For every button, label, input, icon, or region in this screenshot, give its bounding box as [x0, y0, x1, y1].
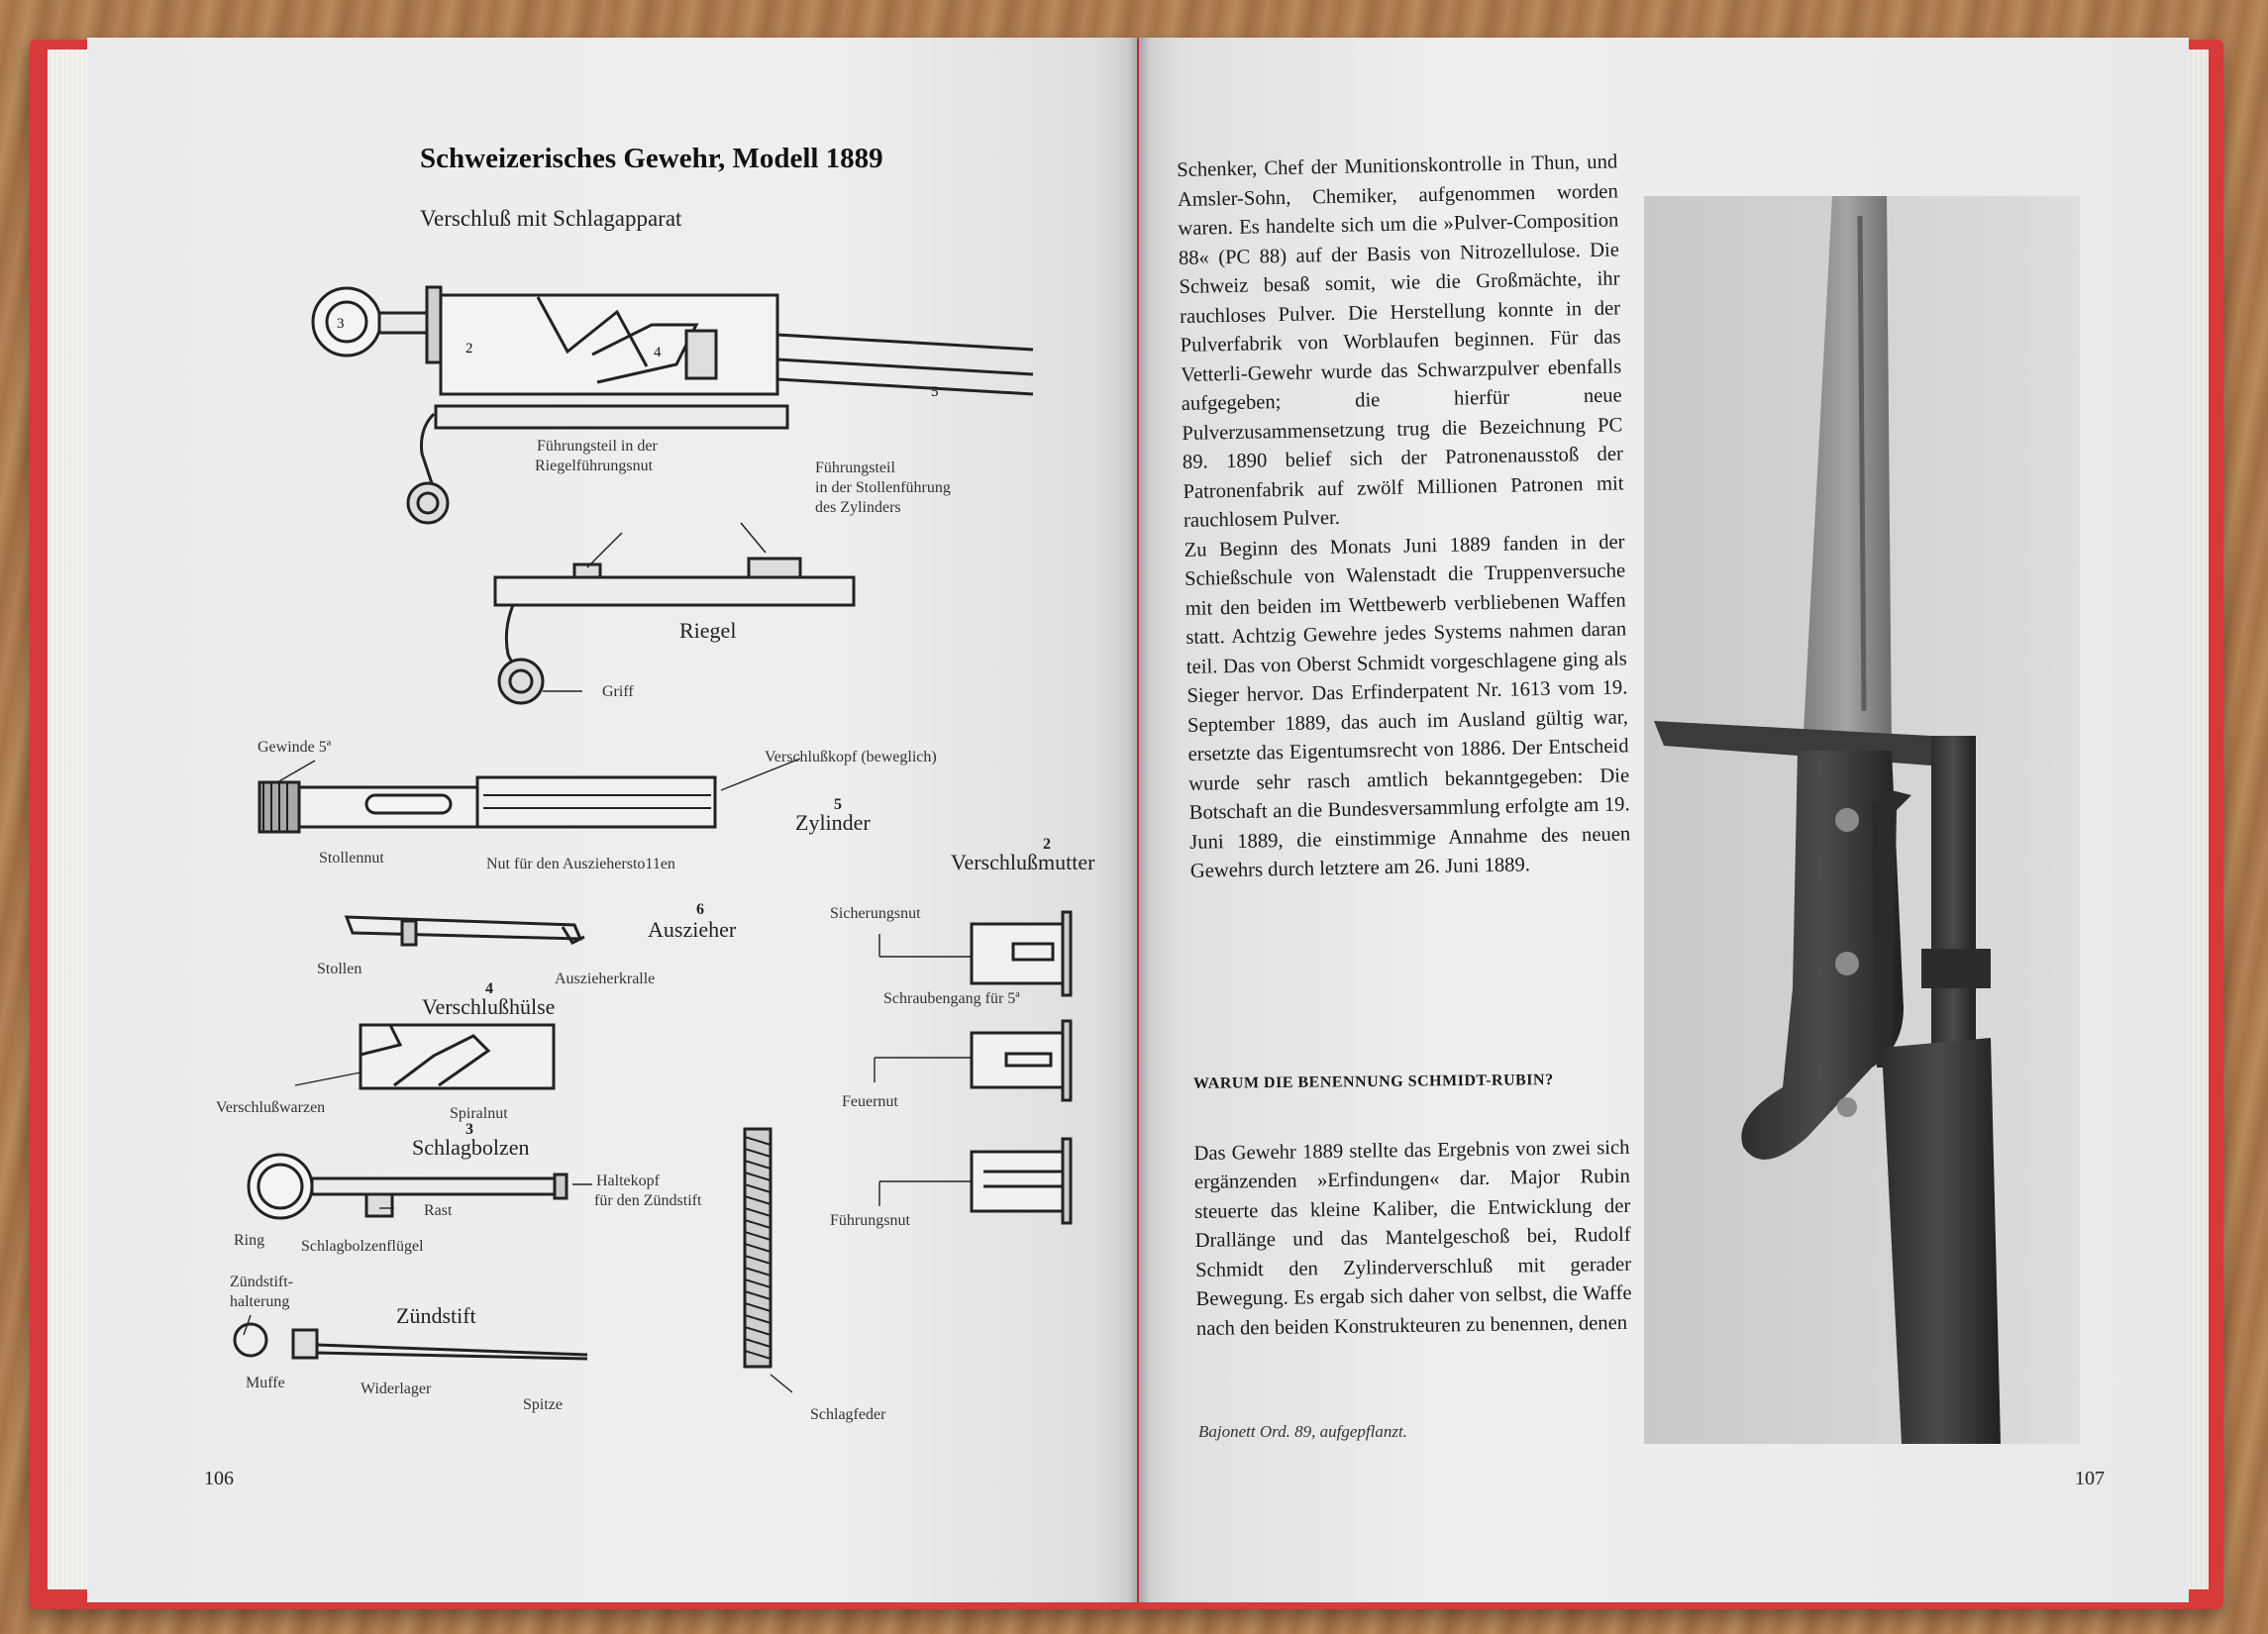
verschlusshuelse-drawing [361, 1025, 554, 1088]
assembly-part-number: 4 [654, 345, 662, 360]
page-number-left: 106 [204, 1468, 234, 1489]
label-verschlusshuelse-number: 4 [485, 980, 493, 997]
label-fuehrungsteil-stollen-2: in der Stollenführung [815, 479, 951, 496]
label-schlagbolzen-number: 3 [465, 1121, 473, 1138]
schlagbolzen-drawing [249, 1155, 567, 1218]
label-zuendstifthalterung: Zündstift- [230, 1274, 293, 1290]
label-gewinde: Gewinde 5ª [258, 739, 332, 756]
assembly-part-number: 3 [337, 316, 345, 332]
page-number-right: 107 [2075, 1468, 2105, 1489]
label-verschlussmutter-number: 2 [1043, 836, 1051, 853]
label-zylinder-number: 5 [834, 796, 842, 813]
label-fuehrungsnut: Führungsnut [830, 1212, 910, 1229]
label-verschlussmutter: Verschlußmutter [951, 850, 1095, 874]
bolt-technical-drawing [87, 38, 1137, 1602]
label-schlagfeder: Schlagfeder [810, 1406, 886, 1423]
label-haltekopf: Haltekopf [596, 1173, 660, 1189]
label-widerlager: Widerlager [361, 1380, 432, 1397]
label-muffe: Muffe [246, 1375, 285, 1391]
label-verschlusskopf: Verschlußkopf (beweglich) [765, 749, 937, 766]
photo-caption: Bajonett Ord. 89, aufgepflanzt. [1198, 1422, 1407, 1441]
label-zuendstifthalterung-2: halterung [230, 1293, 290, 1310]
auszieher-drawing [347, 917, 584, 945]
label-verschlusshuelse: Verschlußhülse [422, 994, 556, 1019]
label-griff: Griff [602, 683, 634, 700]
label-stollen: Stollen [317, 961, 362, 977]
paragraph-3: Das Gewehr 1889 stellte das Ergebnis von zwei sich ergänzenden »Erfindungen« dar. Major Rubin steuerte das kleine Kaliber, die Entwicklung der Drallänge und das Mantelgeschoß bei, Rudolf Schmidt den Zylinderverschluß mit gerader Bewegung. Es ergab sich daher von selbst, die Waffe nach den beiden Konstrukteuren zu benennen, denen [1193, 1136, 1632, 1340]
verschlussmutter-drawings [972, 912, 1071, 1223]
label-auszieherkralle: Auszieherkralle [555, 970, 656, 987]
bayonet-photo [1644, 196, 2100, 1444]
schlagfeder-drawing [745, 1129, 771, 1367]
right-page [1139, 38, 2189, 1602]
rifle-stock [1882, 1038, 2001, 1444]
label-stollennut: Stollennut [319, 850, 384, 867]
label-fuehrungsteil-riegel-2: Riegelführungsnut [535, 458, 654, 474]
label-ring: Ring [234, 1232, 265, 1249]
label-spiralnut: Spiralnut [450, 1105, 508, 1122]
body-text-upper [1177, 148, 1631, 886]
label-auszieher-number: 6 [696, 901, 704, 918]
label-spitze: Spitze [523, 1396, 563, 1413]
label-schraubengang: Schraubengang für 5ª [883, 990, 1020, 1007]
book-gutter [1127, 38, 1151, 1602]
label-sicherungsnut: Sicherungsnut [830, 905, 921, 922]
label-fuehrungsteil-stollen-3: des Zylinders [815, 499, 901, 516]
assembly-part-number: 5 [931, 384, 939, 400]
section-heading: WARUM DIE BENENNUNG SCHMIDT-RUBIN? [1192, 1072, 1554, 1092]
label-feuernut: Feuernut [842, 1093, 898, 1110]
assembly-part-number: 2 [465, 341, 473, 357]
zylinder-drawing [259, 777, 715, 832]
page-subtitle: Verschluß mit Schlagapparat [420, 206, 682, 231]
label-zylinder: Zylinder [795, 810, 871, 835]
label-fuehrungsteil-riegel: Führungsteil in der [537, 438, 658, 455]
label-rast: Rast [424, 1202, 453, 1219]
body-text-lower [1193, 1113, 1632, 1365]
label-nut-auszieher: Nut für den Ausziehersto11en [486, 856, 675, 872]
paragraph-2: Zu Beginn des Monats Juni 1889 fanden in der Schießschule von Walenstadt die Truppenversuche mit den beiden im Wettbewerb verbliebenen Waffen statt. Achtzig Gewehre jedes Systems nahmen daran teil. Das von Oberst Schmidt vorgeschlagene ging als Sieger hervor. Das Erfinderpatent Nr. 1613 vom 19. September 1889, das auch im Ausland gültig war, ersetzte das Eigentumsrecht von 1886. Der Entscheid wurde sehr rasch amtlich bekanntgegeben: Die Botschaft an die Bundesversammlung erfolgte am 19. Juni 1889, die einstimmige Annahme des neuen Gewehrs durch letztere am 26. Juni 1889. [1184, 530, 1631, 882]
label-auszieher: Auszieher [648, 917, 737, 942]
label-riegel: Riegel [679, 618, 737, 643]
zuendstift-drawing [235, 1324, 587, 1359]
label-zuendstift: Zündstift [396, 1303, 476, 1328]
page-title: Schweizerisches Gewehr, Modell 1889 [420, 143, 883, 174]
label-schlagbolzenfluegel: Schlagbolzenflügel [301, 1238, 424, 1255]
riegel-drawing [495, 523, 854, 703]
paragraph-1: Schenker, Chef der Munitionskontrolle in Thun, und Amsler-Sohn, Chemiker, aufgenommen worden waren. Es handelte sich um die »Pulver-Composition 88« (PC 88) auf der Basis von Nitrozellulose. Die Schweiz besaß somit, wie die Großmächte, ihr rauchloses Pulver. Die Herstellung konnte in der Pulverfabrik von Worblaufen beginnen. Für das Vetterli-Gewehr wurde das Schwarzpulver ebenfalls aufgegeben; die hierfür neue Pulverzusammensetzung trug die Bezeichnung PC 89. 1890 belief sich der Patronenausstoß der Patronenfabrik auf zwölf Millionen Patronen mit rauchlosem Pulver. [1177, 151, 1624, 532]
left-page [87, 38, 1137, 1602]
label-schlagbolzen: Schlagbolzen [412, 1135, 530, 1160]
label-verschlusswarzen: Verschlußwarzen [216, 1099, 326, 1116]
label-haltekopf-2: für den Zündstift [594, 1192, 702, 1209]
label-fuehrungsteil-stollen: Führungsteil [815, 460, 895, 476]
